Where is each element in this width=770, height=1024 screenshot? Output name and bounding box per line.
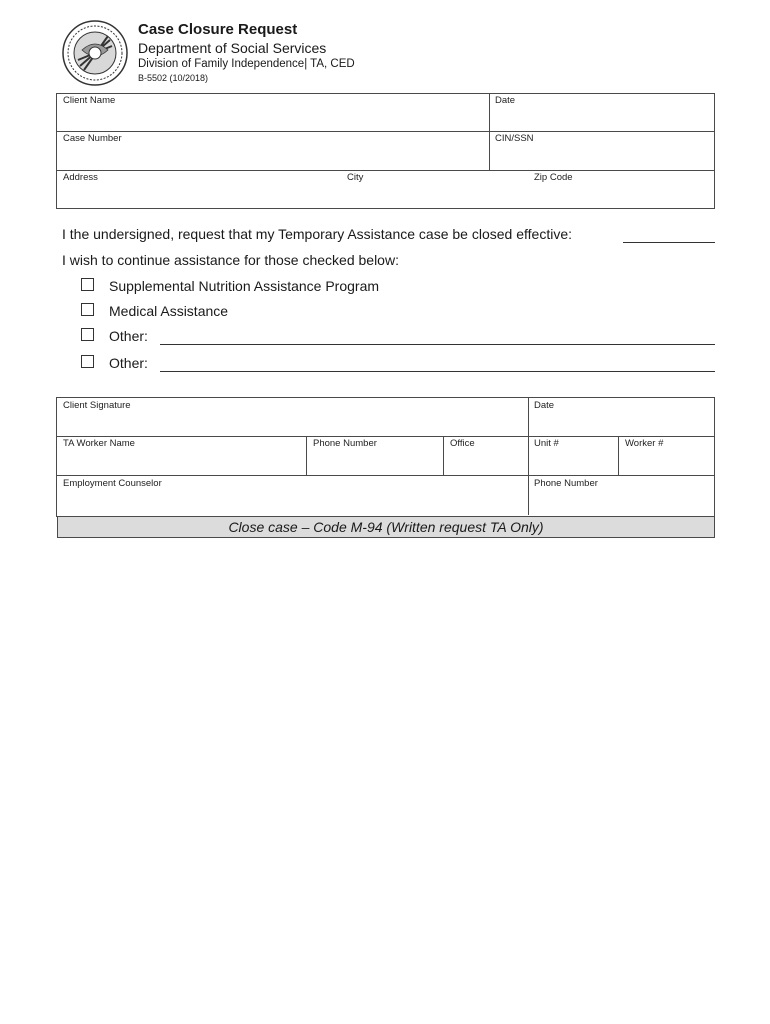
divider (528, 397, 529, 515)
signature-date-field[interactable]: Date (534, 400, 555, 411)
close-case-code-note: Close case – Code M-94 (Written request TA Only) (57, 516, 715, 538)
unit-field[interactable]: Unit # (534, 438, 559, 449)
worker-number-field[interactable]: Worker # (625, 438, 664, 449)
signature-table (56, 397, 715, 517)
snap-label: Supplemental Nutrition Assistance Program (109, 278, 380, 294)
other-line-1[interactable] (160, 344, 715, 345)
closure-statement: I the undersigned, request that my Temporary Assistance case be closed effective: (62, 226, 572, 242)
medical-assistance-checkbox[interactable] (81, 303, 94, 316)
divider (306, 436, 307, 475)
employment-counselor-field[interactable]: Employment Counselor (63, 478, 162, 489)
divider (56, 131, 715, 132)
worker-phone-field[interactable]: Phone Number (313, 438, 377, 449)
address-field[interactable]: Address (63, 172, 98, 183)
form-number: B-5502 (10/2018) (138, 73, 209, 83)
client-signature-field[interactable]: Client Signature (63, 400, 131, 411)
divider (489, 93, 490, 170)
divider (56, 436, 715, 437)
client-info-table (56, 93, 715, 209)
effective-date-line[interactable] (623, 242, 715, 243)
other-checkbox-2[interactable] (81, 355, 94, 368)
date-field[interactable]: Date (495, 95, 516, 106)
divider (56, 170, 715, 171)
other-label-2: Other: (109, 355, 148, 371)
other-line-2[interactable] (160, 371, 715, 372)
snap-checkbox[interactable] (81, 278, 94, 291)
form-title: Case Closure Request (138, 21, 298, 38)
office-field[interactable]: Office (450, 438, 475, 449)
divider (56, 475, 715, 476)
counselor-phone-field[interactable]: Phone Number (534, 478, 598, 489)
continue-assistance-statement: I wish to continue assistance for those checked below: (62, 252, 399, 268)
city-field[interactable]: City (347, 172, 364, 183)
department-name: Department of Social Services (138, 40, 327, 56)
cin-ssn-field[interactable]: CIN/SSN (495, 133, 534, 144)
client-name-field[interactable]: Client Name (63, 95, 116, 106)
medical-assistance-label: Medical Assistance (109, 303, 229, 319)
division-name: Division of Family Independence| TA, CED (138, 58, 355, 70)
divider (618, 436, 619, 475)
divider (443, 436, 444, 475)
other-label-1: Other: (109, 328, 148, 344)
department-seal-icon (62, 20, 128, 86)
other-checkbox-1[interactable] (81, 328, 94, 341)
ta-worker-name-field[interactable]: TA Worker Name (63, 438, 135, 449)
zip-code-field[interactable]: Zip Code (534, 172, 573, 183)
case-number-field[interactable]: Case Number (63, 133, 122, 144)
